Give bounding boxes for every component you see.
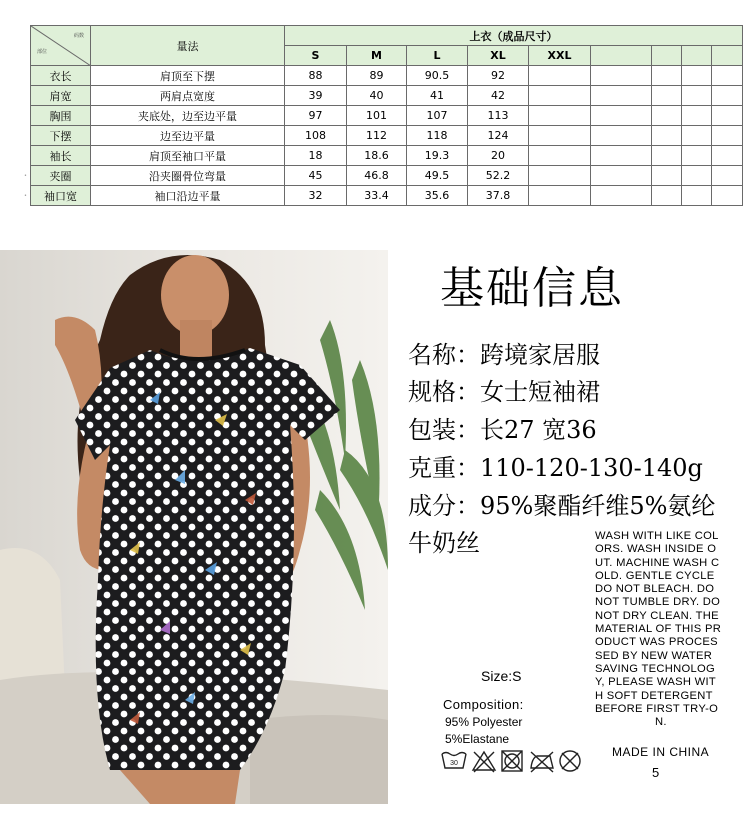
row-size-value: 20 <box>468 146 529 166</box>
row-part-label: 肩宽 <box>31 86 91 106</box>
size-header-m: M <box>347 46 407 66</box>
wash-instruction-line: ODUCT WAS PROCES <box>595 636 718 649</box>
empty-header-cell <box>712 46 743 66</box>
empty-cell <box>682 86 712 106</box>
care-icons <box>440 748 590 780</box>
empty-cell <box>591 66 652 86</box>
wash-instruction-line: BEFORE FIRST TRY-O <box>595 702 719 715</box>
table-row <box>31 146 743 166</box>
row-size-value: 39 <box>285 86 347 106</box>
empty-cell <box>682 146 712 166</box>
empty-cell <box>712 186 743 206</box>
empty-cell <box>529 106 591 126</box>
empty-cell <box>712 106 743 126</box>
empty-cell <box>682 106 712 126</box>
wash-instruction-line: UT. MACHINE WASH C <box>595 556 720 569</box>
info-composition: 成分：95%聚酯纤维5%氨纶 <box>408 492 716 520</box>
empty-cell <box>529 66 591 86</box>
empty-cell <box>682 166 712 186</box>
wash-instructions <box>595 530 745 729</box>
row-marker: • <box>24 193 27 199</box>
row-size-value: 90.5 <box>407 66 468 86</box>
size-table <box>30 25 743 206</box>
label-size: Size:S <box>481 668 522 684</box>
no-bleach-icon <box>473 752 495 772</box>
empty-cell <box>652 86 682 106</box>
wash-instruction-line: DO NOT BLEACH. DO <box>595 583 715 596</box>
empty-header-cell <box>652 46 682 66</box>
wash-instruction-line: Y, PLEASE WASH WIT <box>595 676 717 689</box>
empty-cell <box>529 86 591 106</box>
row-marker: • <box>24 173 27 179</box>
row-part-label: 胸围 <box>31 106 91 126</box>
label-composition-polyester: 95% Polyester <box>445 715 523 729</box>
row-size-value: 124 <box>468 126 529 146</box>
row-size-value: 33.4 <box>347 186 407 206</box>
size-header-xl: XL <box>468 46 529 66</box>
table-row <box>31 66 743 86</box>
empty-cell <box>652 66 682 86</box>
label-composition-title: Composition: <box>443 697 524 712</box>
table-body <box>31 66 743 206</box>
empty-cell <box>591 126 652 146</box>
row-size-value: 52.2 <box>468 166 529 186</box>
empty-cell <box>529 186 591 206</box>
empty-cell <box>712 146 743 166</box>
method-header: 量法 <box>91 26 285 66</box>
row-size-value: 35.6 <box>407 186 468 206</box>
wash-instruction-line: N. <box>655 716 667 729</box>
row-part-label: 袖长 <box>31 146 91 166</box>
row-size-value: 118 <box>407 126 468 146</box>
no-tumble-dry-icon <box>502 751 522 771</box>
wash-instruction-line: ORS. WASH INSIDE O <box>595 543 717 556</box>
row-size-value: 113 <box>468 106 529 126</box>
empty-cell <box>652 106 682 126</box>
row-size-value: 45 <box>285 166 347 186</box>
empty-cell <box>652 166 682 186</box>
empty-header-cell <box>682 46 712 66</box>
row-part-label: 袖口宽 <box>31 186 91 206</box>
empty-cell <box>529 166 591 186</box>
label-composition-elastane: 5%Elastane <box>445 732 510 746</box>
row-size-value: 88 <box>285 66 347 86</box>
row-part-label: 下摆 <box>31 126 91 146</box>
row-size-value: 101 <box>347 106 407 126</box>
info-weight: 克重：110-120-130-140g <box>408 454 703 482</box>
empty-cell <box>682 66 712 86</box>
wash-instruction-line: SED BY NEW WATER <box>595 649 713 662</box>
info-title: 基础信息 <box>440 263 624 314</box>
empty-cell <box>652 186 682 206</box>
label-size-digit: 5 <box>652 765 660 780</box>
size-header-s: S <box>285 46 347 66</box>
info-name: 名称：跨境家居服 <box>408 341 600 369</box>
empty-cell <box>712 66 743 86</box>
empty-cell <box>591 186 652 206</box>
table-row <box>31 126 743 146</box>
no-dry-clean-icon <box>560 751 580 771</box>
care-symbols <box>440 748 590 776</box>
row-size-value: 18.6 <box>347 146 407 166</box>
table-row <box>31 166 743 186</box>
wash-instruction-line: H SOFT DETERGENT <box>595 689 713 702</box>
empty-cell <box>591 146 652 166</box>
row-part-label: 夹圈 <box>31 166 91 186</box>
empty-cell <box>529 146 591 166</box>
empty-cell <box>529 126 591 146</box>
row-part-label: 衣长 <box>31 66 91 86</box>
row-size-value: 42 <box>468 86 529 106</box>
row-size-value: 41 <box>407 86 468 106</box>
no-iron-icon <box>531 752 553 772</box>
row-method: 两肩点宽度 <box>91 86 285 106</box>
top-size-group-header: 上衣（成品尺寸） <box>285 26 743 46</box>
row-size-value: 46.8 <box>347 166 407 186</box>
empty-cell <box>591 106 652 126</box>
wash-instruction-line: NOT DRY CLEAN. THE <box>595 609 719 622</box>
row-method: 肩顶至袖口平量 <box>91 146 285 166</box>
empty-cell <box>712 86 743 106</box>
row-size-value: 112 <box>347 126 407 146</box>
empty-cell <box>682 126 712 146</box>
row-method: 夹底处，边至边平量 <box>91 106 285 126</box>
empty-cell <box>652 126 682 146</box>
size-header-xxl: XXL <box>529 46 591 66</box>
neck <box>180 320 212 360</box>
table-row <box>31 106 743 126</box>
row-size-value: 108 <box>285 126 347 146</box>
product-photo <box>0 250 388 804</box>
row-method: 边至边平量 <box>91 126 285 146</box>
empty-header-cell <box>591 46 652 66</box>
row-method: 肩顶至下摆 <box>91 66 285 86</box>
empty-cell <box>712 166 743 186</box>
row-size-value: 97 <box>285 106 347 126</box>
row-method: 袖口沿边平量 <box>91 186 285 206</box>
label-made-in: MADE IN CHINA <box>612 745 710 759</box>
wash-30-icon <box>442 753 466 769</box>
corner-size-label: 码数 <box>73 33 84 39</box>
empty-cell <box>591 166 652 186</box>
table-row <box>31 186 743 206</box>
row-size-value: 107 <box>407 106 468 126</box>
table-corner-cell <box>31 26 91 66</box>
empty-cell <box>591 86 652 106</box>
info-fabric: 牛奶丝 <box>408 529 480 557</box>
empty-cell <box>712 126 743 146</box>
row-size-value: 37.8 <box>468 186 529 206</box>
size-header-l: L <box>407 46 468 66</box>
info-packaging: 包装：长27 宽36 <box>408 416 597 444</box>
info-spec: 规格：女士短袖裙 <box>408 378 600 406</box>
row-size-value: 19.3 <box>407 146 468 166</box>
row-size-value: 18 <box>285 146 347 166</box>
empty-cell <box>652 146 682 166</box>
row-size-value: 49.5 <box>407 166 468 186</box>
row-size-value: 92 <box>468 66 529 86</box>
wash-instruction-line: OLD. GENTLE CYCLE <box>595 569 715 582</box>
row-size-value: 89 <box>347 66 407 86</box>
wash-instruction-line: MATERIAL OF THIS PR <box>595 623 722 636</box>
row-size-value: 40 <box>347 86 407 106</box>
table-row <box>31 86 743 106</box>
wash-instruction-line: NOT TUMBLE DRY. DO <box>595 596 721 609</box>
row-method: 沿夹圈骨位弯量 <box>91 166 285 186</box>
wash-instruction-line: WASH WITH LIKE COL <box>595 530 719 542</box>
wash-instruction-line: SAVING TECHNOLOG <box>595 662 716 675</box>
sofa-base <box>250 715 388 804</box>
empty-cell <box>682 186 712 206</box>
wash-temp-label: 30 <box>450 760 458 767</box>
row-size-value: 32 <box>285 186 347 206</box>
corner-part-label: 部位 <box>37 49 48 55</box>
